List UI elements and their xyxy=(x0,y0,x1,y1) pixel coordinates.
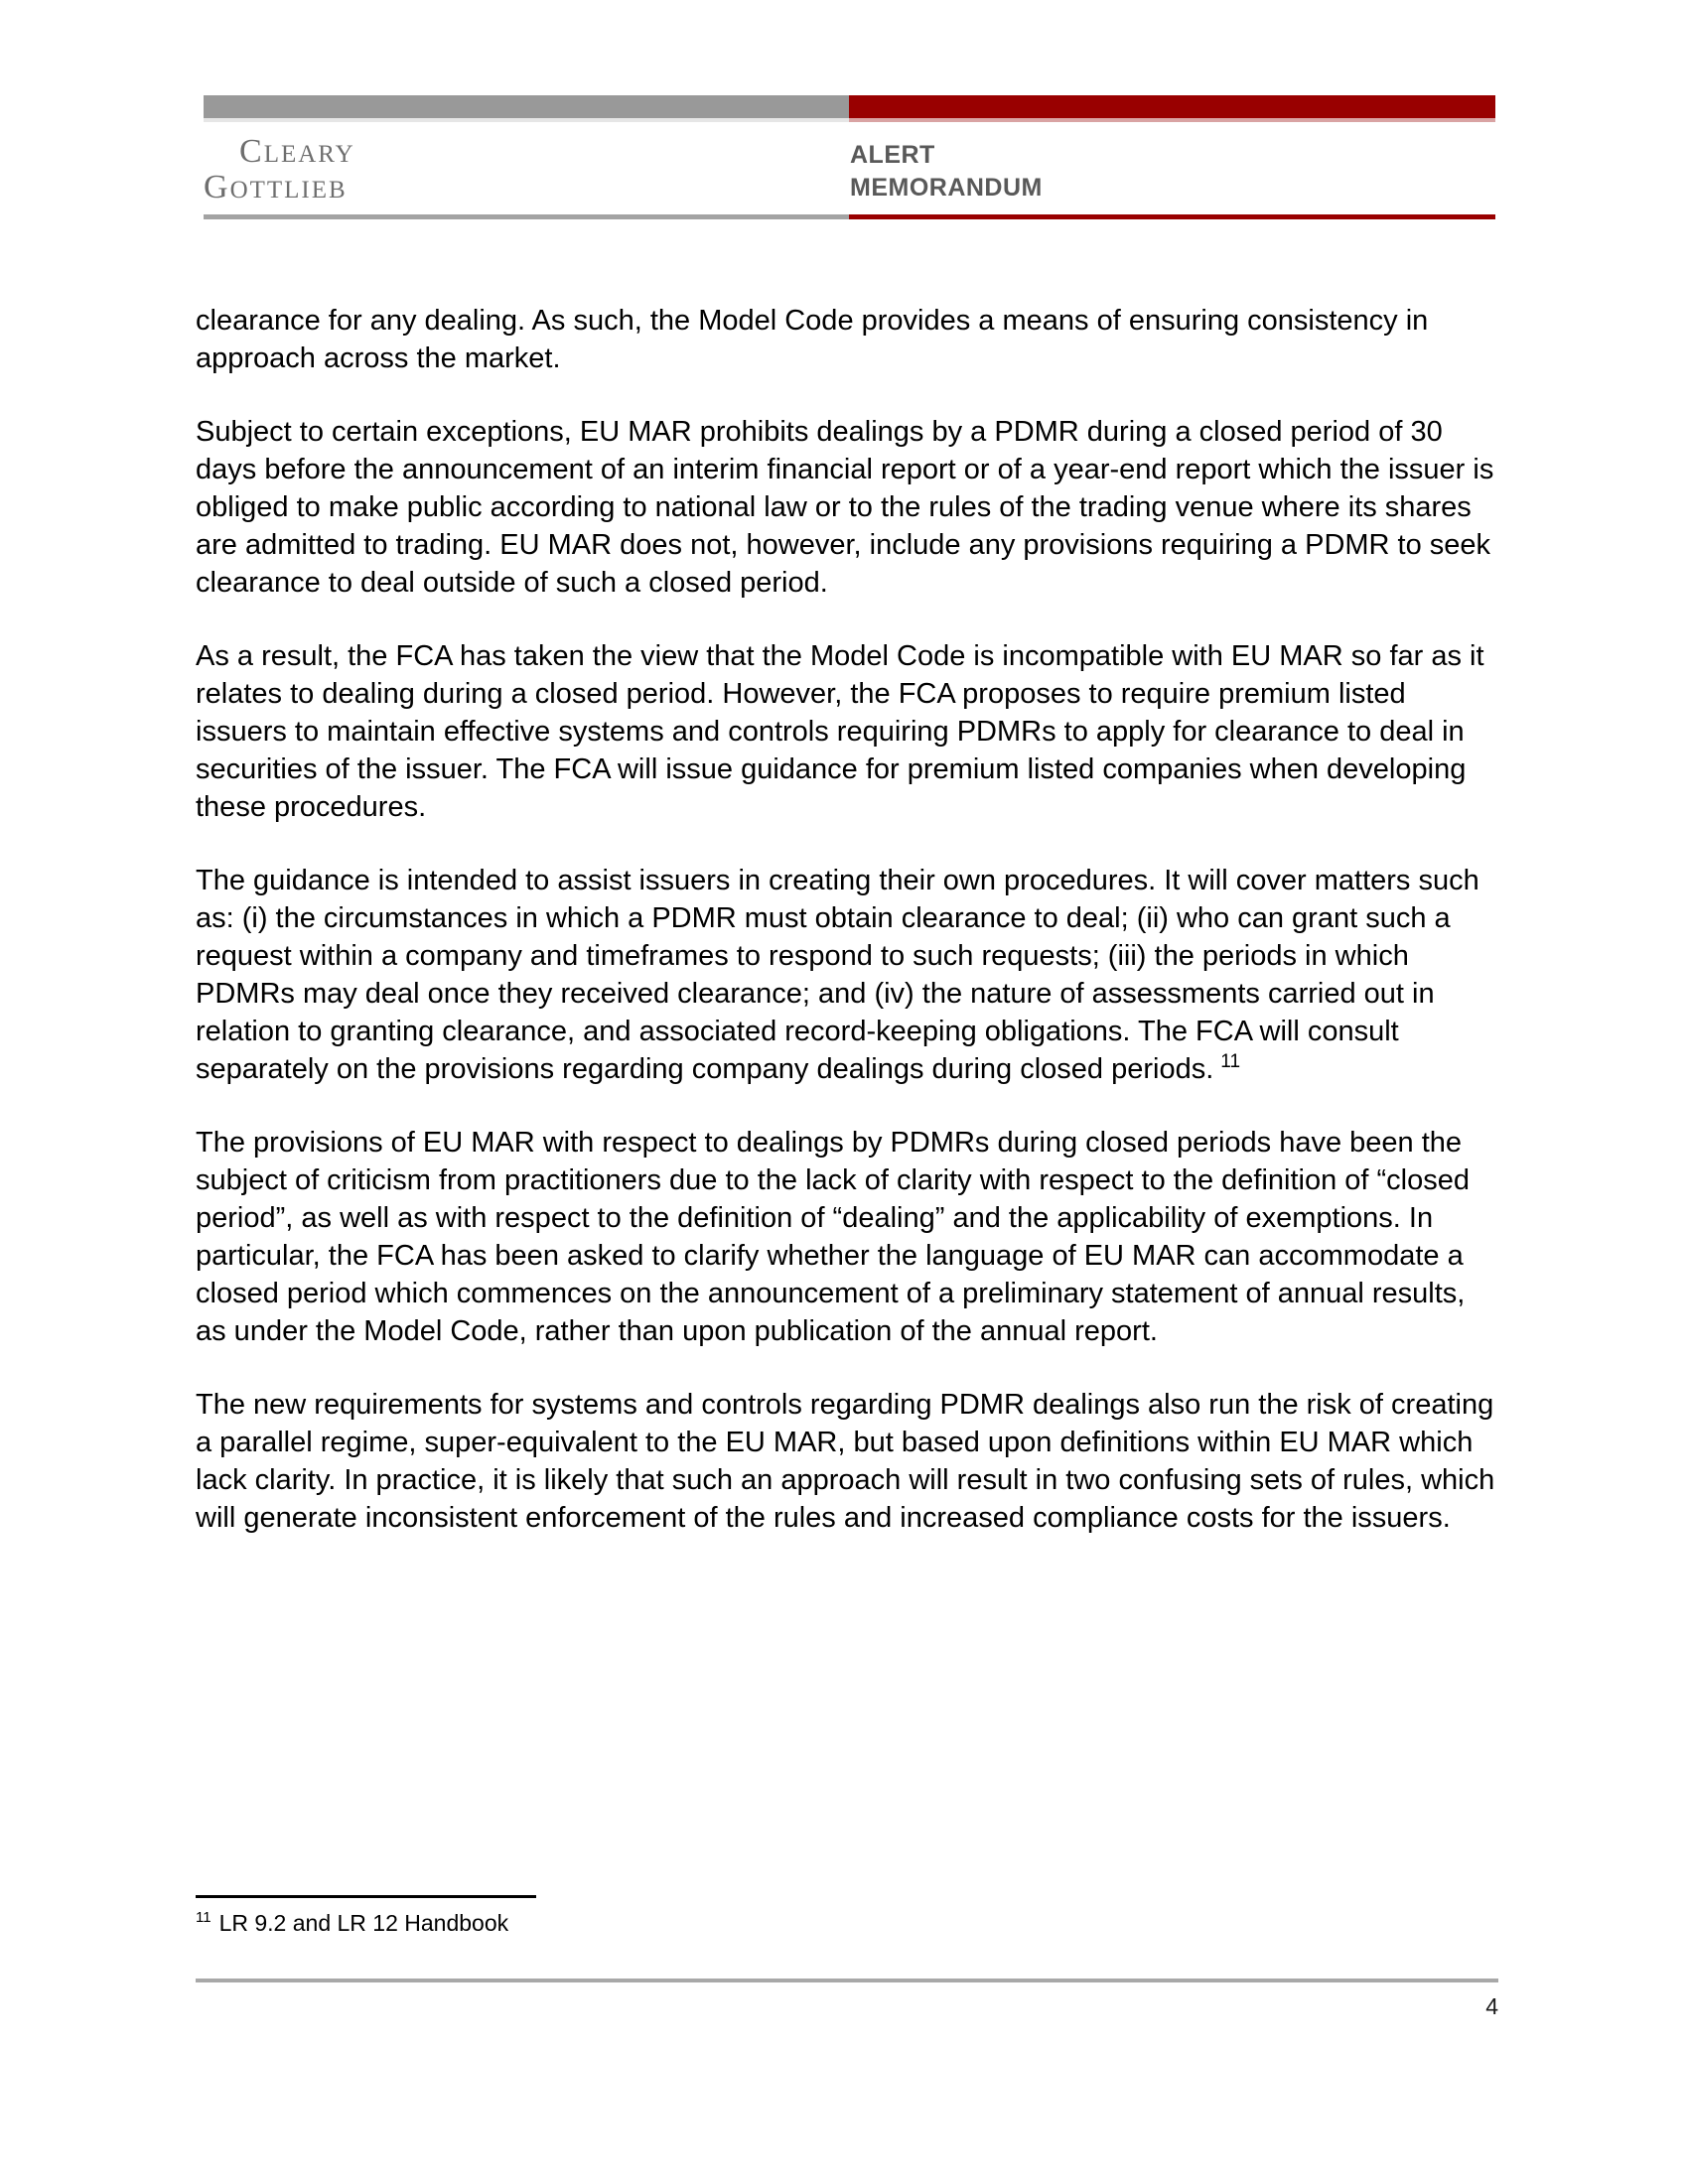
header-bar-gray xyxy=(204,95,849,122)
footnote-reference-11: 11 xyxy=(1220,1051,1241,1073)
footnote-number: 11 xyxy=(196,1909,211,1927)
header-rule xyxy=(204,214,1495,219)
document-type-label xyxy=(850,139,1043,205)
paragraph-4-text: The guidance is intended to assist issuers in creating their own procedures. It will cover matters such as: (i) the circumstances in which a PDMR must obtain clearance to deal; (ii) who can grant such a request within a company and timeframes to respond to such requests; (iii) the periods in which PDMRs may deal once they received clearance; and (iv) the nature of assessments carried out in relation to granting clearance, and associated record-keeping obligations. The FCA will consult separately on the provisions regarding company dealings during closed periods. xyxy=(196,865,1479,1085)
paragraph-5: The provisions of EU MAR with respect to dealings by PDMRs during closed periods have been the subject of criticism from practitioners due to the lack of clarity with respect to the definition of “closed period”, as well as with respect to the definition of “dealing” and the applicability of exemptions. In particular, the FCA has been asked to clarify whether the language of EU MAR can accommodate a closed period which commences on the announcement of a preliminary statement of annual results, as under the Model Code, rather than upon publication of the annual report. xyxy=(196,1127,1470,1347)
firm-logo xyxy=(204,133,355,208)
header-banner xyxy=(204,95,1495,118)
logo-initial: C xyxy=(239,133,264,170)
footnote-separator xyxy=(196,1895,536,1898)
logo-line-gottlieb xyxy=(204,169,355,208)
header-rule-gray xyxy=(204,214,849,219)
label-memorandum: MEMORANDUM xyxy=(850,174,1043,202)
paragraph-2: Subject to certain exceptions, EU MAR prohibits dealings by a PDMR during a closed period of 30 days before the announcement of an interim financial report or of a year-end report which the issuer is obliged to make public according to national law or to the rules of the trading venue where its shares are admitted to trading. EU MAR does not, however, include any provisions requiring a PDMR to seek clearance to deal outside of such a closed period. xyxy=(196,416,1494,599)
footer-rule xyxy=(196,1979,1498,1982)
logo-rest: LEARY xyxy=(263,141,355,168)
logo-rest: OTTLIEB xyxy=(229,177,348,204)
logo-initial: G xyxy=(204,169,230,205)
paragraph-1: clearance for any dealing. As such, the Model Code provides a means of ensuring consistency in approach across the market. xyxy=(196,305,1429,374)
header-bar-red xyxy=(849,95,1495,122)
paragraph-4 xyxy=(196,862,1496,1088)
paragraph-3: As a result, the FCA has taken the view that the Model Code is incompatible with EU MAR so far as it relates to dealing during a closed period. However, the FCA proposes to require premium listed issuers to maintain effective systems and controls requiring PDMRs to apply for clearance to deal in securities of the issuer. The FCA will issue guidance for premium listed companies when developing these procedures. xyxy=(196,640,1484,823)
header-rule-red xyxy=(849,214,1495,219)
footnote-body: LR 9.2 and LR 12 Handbook xyxy=(218,1910,509,1936)
body-text xyxy=(196,302,1496,1572)
label-alert: ALERT xyxy=(850,141,935,169)
footnote xyxy=(196,1908,508,1938)
page-number: 4 xyxy=(1485,1993,1498,2019)
logo-line-cleary xyxy=(239,133,355,173)
paragraph-6: The new requirements for systems and controls regarding PDMR dealings also run the risk of creating a parallel regime, super-equivalent to the EU MAR, but based upon definitions within EU MAR which lack clarity. In practice, it is likely that such an approach will result in two confusing sets of rules, which will generate inconsistent enforcement of the rules and increased compliance costs for the issuers. xyxy=(196,1389,1495,1534)
